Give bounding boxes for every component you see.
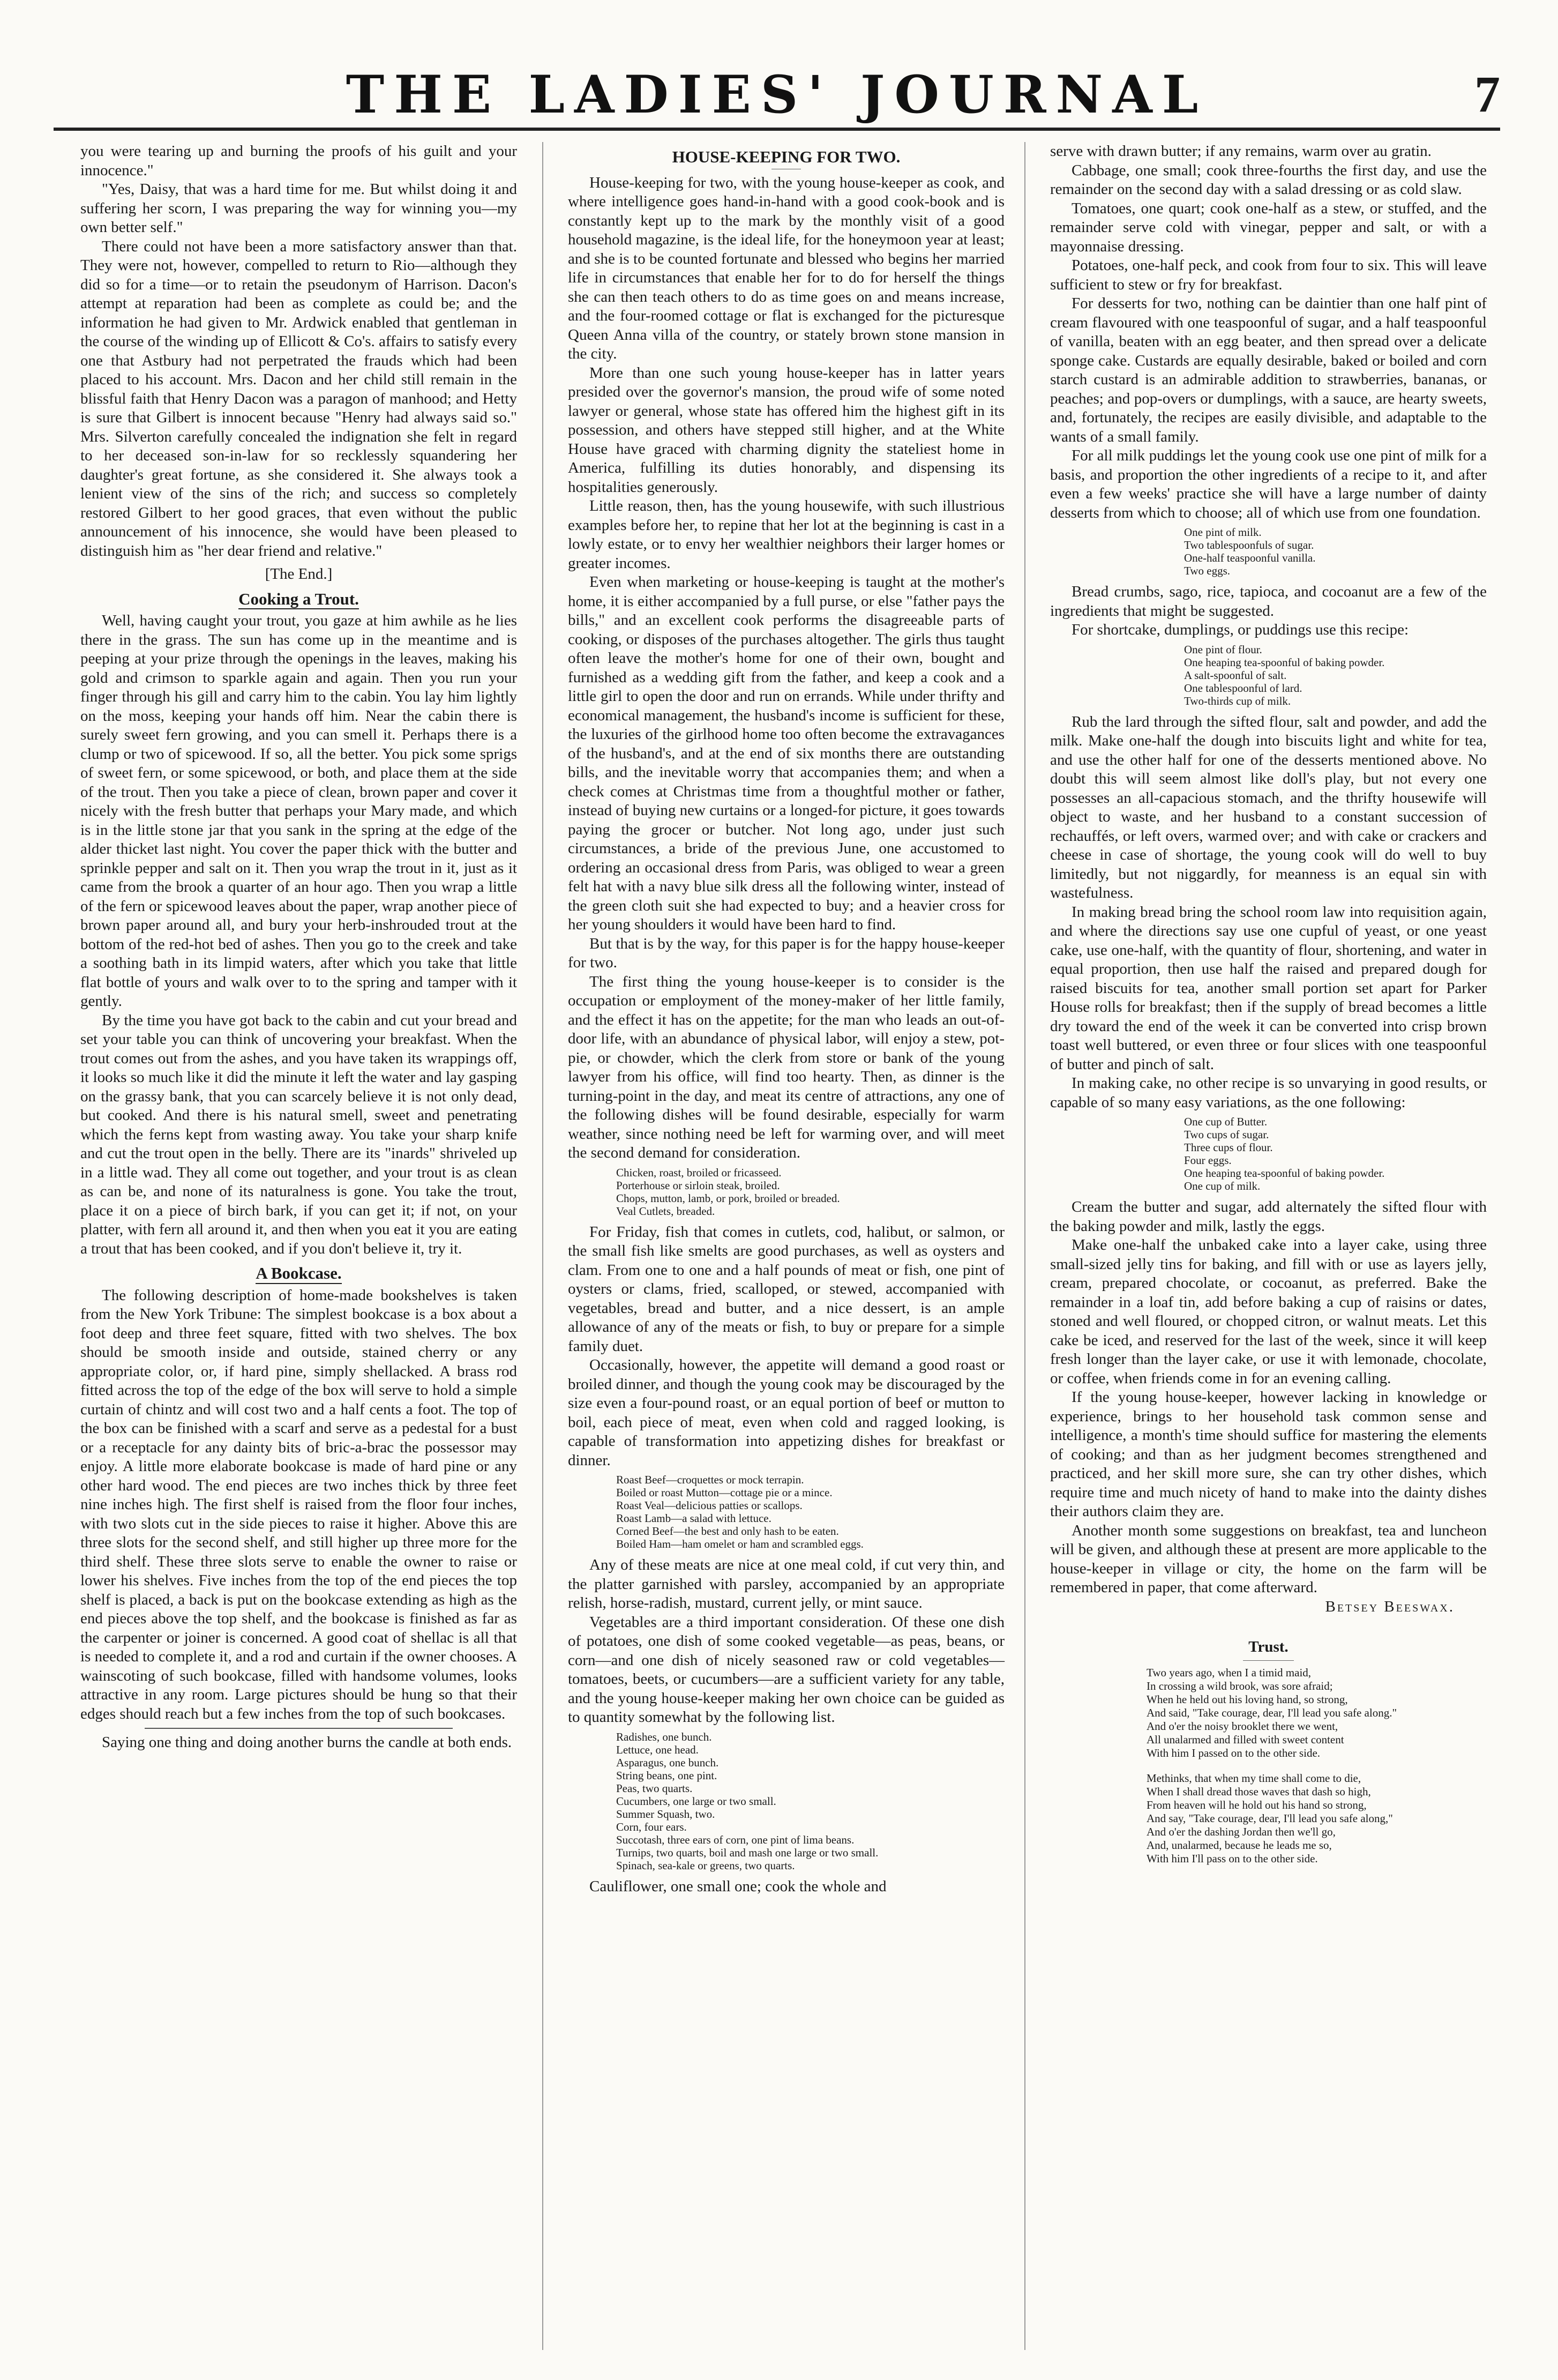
list-item: Asparagus, one bunch. [616, 1756, 719, 1769]
housekeeping-paragraph: Tomatoes, one quart; cook one-half as a stew, or stuffed, and the remainder serve cold with vinegar, pepper and salt, or with a mayonnaise dressing. [1050, 199, 1487, 255]
poem-line: In crossing a wild brook, was sore afraid; [1147, 1679, 1333, 1692]
bookcase-paragraph: The following description of home-made bookshelves is taken from the New York Tribune: The simplest bookcase is a box about a foot deep and three feet square, fitted with two shelves. The box should be smooth inside and outside, stained cherry or any appropriate color, or, if hard pine, simply shellacked. A brass rod fitted across the top of the edge of the box will serve to hold a simple curtain of chintz and will cost two and a half cents a foot. The top of the box can be finished with a scarf and serve as a pedestal for a bust or a receptacle for any dainty bits of bric-a-brac the possessor may enjoy. A little more elaborate bookcase is made of hard pine or any other hard wood. The end pieces are two inches thick by three feet nine inches high. The first shelf is raised from the floor four inches, with two slots cut in the side pieces to raise it higher. Above this are three slots for the second shelf, and still higher up three more for the third shelf. These three slots serve to enable the owner to raise or lower his shelves. Five inches from the top of the end pieces the top shelf is placed, a back is put on the bookcase extending as high as the end pieces above the top shelf, and the bookcase is finished as far as the carpenter or joiner is concerned. A good coat of shellac is all that is needed to complete it, and a rod and curtain if the owner chooses. A wainscoting of such bookcase, filled with handsome volumes, looks attractive in any room. Large pictures should be hung so that their edges should reach but a few inches from the top of such bookcases. [80, 1286, 517, 1722]
housekeeping-paragraph: For desserts for two, nothing can be daintier than one half pint of cream flavoured with one teaspoonful of sugar, and a half teaspoonful of vanilla, beaten with an egg beater, and then spread over a delicate sponge cake. Custards are equally desirable, baked or boiled and corn starch custard is an admirable addition to strawberries, bananas, or peaches; and pop-overs or dumplings, with a sauce, are hearty sweets, and, fortunately, the recipes are easily divisible, and adaptable to the wants of a small family. [1050, 295, 1487, 445]
housekeeping-paragraph: Cauliflower, one small one; cook the whole and [589, 1877, 887, 1895]
list-item: One heaping tea-spoonful of baking powder. [1184, 655, 1385, 669]
list-item: One-half teaspoonful vanilla. [1184, 551, 1316, 564]
story-ending-paragraph: you were tearing up and burning the proofs of his guilt and your innocence." [80, 143, 517, 179]
list-item: Lettuce, one head. [616, 1743, 699, 1756]
list-item: Peas, two quarts. [616, 1781, 693, 1795]
list-item: Chops, mutton, lamb, or pork, broiled or breaded. [616, 1191, 840, 1205]
bookcase-heading-text: A Bookcase. [256, 1264, 341, 1284]
housekeeping-paragraph: serve with drawn butter; if any remains, warm over au gratin. [1050, 143, 1432, 160]
list-item: Succotash, three ears of corn, one pint of lima beans. [616, 1833, 855, 1846]
poem-line: And said, "Take courage, dear, I'll lead you safe along." [1147, 1706, 1397, 1719]
housekeeping-paragraph: But that is by the way, for this paper is for the happy house-keeper for two. [568, 935, 1005, 971]
housekeeping-paragraph: More than one such young house-keeper has in latter years presided over the governor's mansion, the proud wife of some noted lawyer or general, whose state has offered him the highest gift in its possession, and others have stepped still higher, and at the White House have graced with charming dignity the stateliest home in America, fulfilling its duties honorably, and dispensing its hospitalities generously. [568, 364, 1005, 496]
trout-heading-text: Cooking a Trout. [238, 590, 359, 610]
list-item: Boiled Ham—ham omelet or ham and scrambled eggs. [616, 1538, 864, 1550]
shortcake-recipe [1184, 643, 1487, 707]
list-item: Corned Beef—the best and only hash to be eaten. [616, 1525, 839, 1538]
list-item: Spinach, sea-kale or greens, two quarts. [616, 1859, 795, 1872]
stanza-gap [1147, 1760, 1487, 1772]
journal-title: THE LADIES' JOURNAL [346, 64, 1208, 125]
poem-line: And o'er the noisy brooklet there we went, [1147, 1719, 1338, 1733]
housekeeping-paragraph: Vegetables are a third important consideration. Of these one dish of potatoes, one dish of some cooked vegetable—as peas, beans, or corn—and one dish of nicely seasoned raw or cold vegetables—tomatoes, beets, or cucumbers—are a sufficient variety for any table, and the young house-keeper making her own choice can be guided as to quantity somewhat by the following list. [568, 1613, 1005, 1726]
list-item: Two cups of sugar. [1184, 1128, 1269, 1141]
list-item: One heaping tea-spoonful of baking powder. [1184, 1167, 1385, 1180]
poem-line: With him I passed on to the other side. [1147, 1746, 1321, 1759]
housekeeping-paragraph: In making bread bring the school room law into requisition again, and where the directions say use one cupful of yeast, or one yeast cake, use one-half, with the quantity of flour, shortening, and water in equal proportion, then use half the raised and prepared dough for raised biscuits for tea, another small portion set apart for Parker House rolls for breakfast; then if the supply of bread becomes a little dry toward the end of the week it can be converted into crisp brown toast well buttered, or even three or four slices with one teaspoonful of butter and pinch of salt. [1050, 903, 1487, 1073]
story-ending-paragraph: There could not have been a more satisfactory answer than that. They were not, however, compelled to return to Rio—although they did so for a time—or to retain the pseudonym of Harrison. Dacon's attempt at reparation had been as complete as could be; and the information he had given to Mr. Ardwick enabled that gentleman in the course of the winding up of Ellicott & Co's. affairs to satisfy every one that Astbury had not perpetrated the frauds which had been placed to his account. Mrs. Dacon and her child still remain in the blissful faith that Henry Dacon was a paragon of manhood; and Hetty is sure that Gilbert is innocent because "Henry had always said so." Mrs. Silverton carefully concealed the indignation she felt in regard to her deceased son-in-law for so recklessly squandering her daughter's great fortune, as she considered it. She always took a lenient view of the sins of the rich; and success so completely restored Gilbert to her good graces, that even without the public announcement of his innocence, she would have been pleased to distinguish him as "her dear friend and relative." [80, 237, 517, 559]
housekeeping-paragraph: For Friday, fish that comes in cutlets, cod, halibut, or salmon, or the small fish like smelts are good purchases, as well as oysters and clam. From one to one and a half pounds of meat or fish, one pint of oysters or clams, fried, scalloped, or stewed, accompanied with vegetables, bread and butter, and a nice dessert, is an ample allowance of any of the meats or fish, to buy or prepare for a simple family duet. [568, 1223, 1005, 1355]
poem-line: When I shall dread those waves that dash so high, [1147, 1785, 1371, 1798]
poem-line: And o'er the dashing Jordan then we'll go, [1147, 1825, 1336, 1838]
list-item: One pint of milk. [1184, 526, 1262, 539]
poem-line: From heaven will he hold out his hand so strong, [1147, 1798, 1367, 1811]
housekeeping-paragraph: Cabbage, one small; cook three-fourths the first day, and use the remainder on the second day with a salad dressing or as cold slaw. [1050, 161, 1487, 198]
list-item: Boiled or roast Mutton—cottage pie or a mince. [616, 1486, 833, 1499]
column-2 [568, 142, 1005, 1896]
housekeeping-paragraph: Potatoes, one-half peck, and cook from four to six. This will leave sufficient to stew or fry for breakfast. [1050, 257, 1487, 293]
column-divider [542, 142, 543, 2350]
the-end-label: [The End.] [265, 565, 333, 583]
poem-line: Two years ago, when I a timid maid, [1147, 1666, 1312, 1679]
list-item: One cup of milk. [1184, 1180, 1261, 1192]
list-item: Two tablespoonfuls of sugar. [1184, 539, 1314, 551]
list-item: A salt-spoonful of salt. [1184, 668, 1287, 682]
housekeeping-paragraph: House-keeping for two, with the young house-keeper as cook, and where intelligence goes hand-in-hand with a good cook-book and is constantly kept up to the mark by the monthly visit of a good household magazine, is the ideal life, for the honeymoon year at least; and she is to be counted fortunate and blessed who begins her married life in circumstances that enable her for to do for herself the things she can then teach others to do as time goes on and means increase, and the four-roomed cottage or flat is exchanged for the picturesque Queen Anna villa of the country, or stately brown stone mansion in the city. [568, 174, 1005, 362]
housekeeping-paragraph: Occasionally, however, the appetite will demand a good roast or broiled dinner, and though the young cook may be discouraged by the size even a four-pound roast, or an equal portion of beef or mutton to boil, each piece of meat, even when cold and ragged looking, is capable of transformation into appetizing dishes for breakfast or dinner. [568, 1356, 1005, 1469]
housekeeping-paragraph: Another month some suggestions on breakfast, tea and luncheon will be given, and although these at present are more applicable to the house-keeper in village or city, the home on the farm will be remembered in paper, that come afterward. [1050, 1521, 1487, 1596]
housekeeping-paragraph: Even when marketing or house-keeping is taught at the mother's home, it is either accompanied by a full purse, or else "father pays the bills," and an excellent cook performs the disagreeable parts of cooking, or disposes of the purchases altogether. The girls thus taught often leave the mother's home for one of their own, bought and furnished as a wedding gift from the father, and keep a cook and a little girl to open the door and run on errands. While under thrifty and economical management, the husband's income is sufficient for these, the luxuries of the girlhood home too often become the extravagances of the husband's, and at the end of six months there are outstanding bills, and the inevitable worry that accompanies them; and when a check comes at Christmas time from a thoughtful mother or father, instead of buying new curtains or a longed-for picture, it goes towards paying the grocer or butcher. Not long ago, under just such circumstances, a bride of the previous June, one accustomed to ordering an occasional dress from Paris, was obliged to wear a green felt hat with a navy blue silk dress all the following winter, instead of the green cloth suit she had expected to buy; and a heavier cross for her young shoulders it would have been hard to find. [568, 573, 1005, 933]
housekeeping-paragraph: For all milk puddings let the young cook use one pint of milk for a basis, and proportion the other ingredients of a recipe to it, and after even a few weeks' practice she will have a large number of dainty desserts from which to choose; all of which use from one foundation. [1050, 447, 1487, 521]
author-signature: Betsey Beeswax. [1325, 1598, 1455, 1615]
housekeeping-paragraph: Make one-half the unbaked cake into a layer cake, using three small-sized jelly tins for baking, and fill with or use as layers jelly, cream, prepared chocolate, or cocoanut, as preferred. Bake the remainder in a loaf tin, add before baking a cup of raisins or dates, stoned and well floured, or chopped citron, or walnut meats. Let this cake be iced, and reserved for the last of the week, since it will keep fresh longer than the layer cake, or use it with lemonade, chocolate, or coffee, when friends come in for an evening calling. [1050, 1236, 1487, 1387]
poem-line: And say, "Take courage, dear, I'll lead you safe along," [1147, 1811, 1393, 1825]
article-heading-trout [80, 590, 517, 610]
pudding-recipe [1184, 526, 1487, 577]
poem-line: When he held out his loving hand, so strong, [1147, 1692, 1348, 1706]
list-item: Two-thirds cup of milk. [1184, 694, 1291, 707]
meat-list [616, 1166, 1005, 1218]
list-item: One tablespoonful of lard. [1184, 681, 1302, 695]
trout-paragraph: By the time you have got back to the cabin and cut your bread and set your table you can think of uncovering your breakfast. When the trout comes out from the ashes, and you have taken its wrappings off, it looks so much like it did the minute it left the water and lay gasping on the grassy bank, that you can scarcely believe it is not only dead, but cooked. And there is his natural smell, sweet and penetrating which the ferns kept from wasting away. You take your sharp knife and cut the trout open in the belly. There are its "inards" shriveled up in a little wad. They all come out together, and your trout is as clean as can be, and none of its naturalness is gone. You take the trout, place it on a piece of birch bark, if you can get it; if not, on your platter, with fern all around it, and then when you eat it you are eating a trout that has been cooked, and if you don't believe it, try it. [80, 1011, 517, 1257]
list-item: Three cups of flour. [1184, 1141, 1273, 1154]
column-divider [1024, 142, 1025, 2350]
list-item: Corn, four ears. [616, 1820, 687, 1833]
list-item: Summer Squash, two. [616, 1807, 715, 1821]
masthead-rule [54, 128, 1500, 131]
list-item: Roast Veal—delicious patties or scallops. [616, 1499, 803, 1512]
poem [1147, 1666, 1487, 1866]
list-item: Roast Lamb—a salad with lettuce. [616, 1512, 771, 1525]
heading-dash [1243, 1660, 1294, 1661]
poem-line: Methinks, that when my time shall come to die, [1147, 1771, 1361, 1785]
list-item: Four eggs. [1184, 1154, 1232, 1167]
housekeeping-paragraph: Rub the lard through the sifted flour, salt and powder, and add the milk. Make one-half the dough into biscuits light and white for tea, and use the other half for one of the desserts mentioned above. No doubt this will seem almost like doll's play, but not every one possesses an all-capacious stomach, and the thrifty housewife will object to waste, and her husband to a constant succession of rechauffés, or left overs, warmed over; and with cake or crackers and cheese in case of shortage, the young cook will do well to buy limitedly, but not niggardly, for meanness is an equal sin with wastefulness. [1050, 713, 1487, 901]
housekeeping-paragraph: For shortcake, dumplings, or puddings use this recipe: [1072, 621, 1409, 638]
story-ending-paragraph: "Yes, Daisy, that was a hard time for me. But whilst doing it and suffering her scorn, I was preparing the way for winning you—my own better self." [80, 181, 517, 236]
list-item: One cup of Butter. [1184, 1115, 1268, 1128]
list-item: Chicken, roast, broiled or fricasseed. [616, 1166, 782, 1179]
masthead [54, 64, 1500, 123]
page-number: 7 [1474, 65, 1500, 123]
housekeeping-paragraph: In making cake, no other recipe is so unvarying in good results, or capable of so many easy variations, as the one following: [1050, 1075, 1487, 1111]
section-divider [145, 1728, 453, 1729]
list-item: Cucumbers, one large or two small. [616, 1794, 776, 1808]
list-item: Roast Beef—croquettes or mock terrapin. [616, 1473, 804, 1486]
housekeeping-paragraph: If the young house-keeper, however lacking in knowledge or experience, brings to her household task common sense and intelligence, a month's time should suffice for mastering the elements of cooking; and than as her judgment becomes strengthened and practiced, and her skill more sure, she can try other dishes, which require time and much nicety of hand to make into the dainty dishes their authors claim they are. [1050, 1389, 1487, 1520]
article-heading-housekeeping: HOUSE-KEEPING FOR TWO. [672, 147, 901, 166]
closing-proverb: Saying one thing and doing another burns the candle at both ends. [102, 1734, 512, 1751]
article-heading-bookcase [80, 1264, 517, 1284]
list-item: String beans, one pint. [616, 1769, 717, 1782]
housekeeping-paragraph: The first thing the young house-keeper is to consider is the occupation or employment of the money-maker of her little family, and the effect it has on the appetite; for the man who leads an out-of-door life, with an abundance of physical labor, will enjoy a stew, pot-pie, or chowder, which the clerk from store or bank of the young lawyer from his office, will find too hearty. Then, as dinner is the turning-point in the day, and meat its centre of attractions, any one of the following dishes will be found desirable, especially for warm weather, since nothing need be left for warming over, and will meet the second demand for consideration. [568, 973, 1005, 1161]
poem-line: All unalarmed and filled with sweet content [1147, 1733, 1344, 1746]
list-item: Radishes, one bunch. [616, 1730, 712, 1743]
column-1 [80, 142, 517, 1752]
cake-recipe [1184, 1115, 1487, 1192]
list-item: Veal Cutlets, breaded. [616, 1204, 715, 1218]
housekeeping-paragraph: Little reason, then, has the young housewife, with such illustrious examples before her, to repine that her lot at the beginning is cast in a lowly estate, or to envy her wealthier neighbors their larger homes or greater incomes. [568, 497, 1005, 572]
list-item: Turnips, two quarts, boil and mash one large or two small. [616, 1846, 879, 1859]
poem-line: With him I'll pass on to the other side. [1147, 1852, 1318, 1865]
list-item: Porterhouse or sirloin steak, broiled. [616, 1178, 780, 1192]
list-item: Two eggs. [1184, 564, 1231, 577]
housekeeping-paragraph: Cream the butter and sugar, add alternately the sifted flour with the baking powder and milk, lastly the eggs. [1050, 1198, 1487, 1235]
housekeeping-paragraph: Any of these meats are nice at one meal cold, if cut very thin, and the platter garnished with parsley, accompanied by an appropriate relish, horse-radish, mustard, current jelly, or mint sauce. [568, 1556, 1005, 1611]
list-item: One pint of flour. [1184, 643, 1262, 656]
trout-paragraph: Well, having caught your trout, you gaze at him awhile as he lies there in the grass. The sun has come up in the meantime and is peeping at your prize through the openings in the leaves, making his gold and crimson to sparkle again and again. Then you run your finger through his gill and carry him to the cabin. You lay him lightly on the moss, keeping your hands off him. Near the cabin there is surely sweet fern growing, and you can smell it. Perhaps there is a clump or two of spicewood. If so, all the better. You pick some sprigs of sweet fern, or some spicewood, or both, and place them at the side of the trout. Then you take a piece of clean, brown paper and cover it nicely with the fresh butter that perhaps your Mary made, and which is in the little stone jar that you sank in the spring at the edge of the alder thicket last night. You cover the paper thick with the butter and sprinkle pepper and salt on it. Then you wrap the trout in it, just as it came from the brook a quarter of an hour ago. Then you wrap a little of the fern or spicewood leaves about the paper, wrap another piece of brown paper around all, and bury your herb-inshrouded trout at the bottom of the red-hot bed of ashes. Then you go to the creek and take a soothing bath in its limpid waters, after which you take that little flat bottle of yours and walk over to to the spring and tamper with it gently. [80, 612, 517, 1010]
poem-title: Trust. [1248, 1638, 1289, 1655]
leftovers-list [616, 1473, 1005, 1550]
column-3 [1050, 142, 1487, 1866]
housekeeping-paragraph: Bread crumbs, sago, rice, tapioca, and cocoanut are a few of the ingredients that might be suggested. [1050, 583, 1487, 620]
poem-line: And, unalarmed, because he leads me so, [1147, 1838, 1332, 1852]
vegetable-list [616, 1730, 1005, 1872]
